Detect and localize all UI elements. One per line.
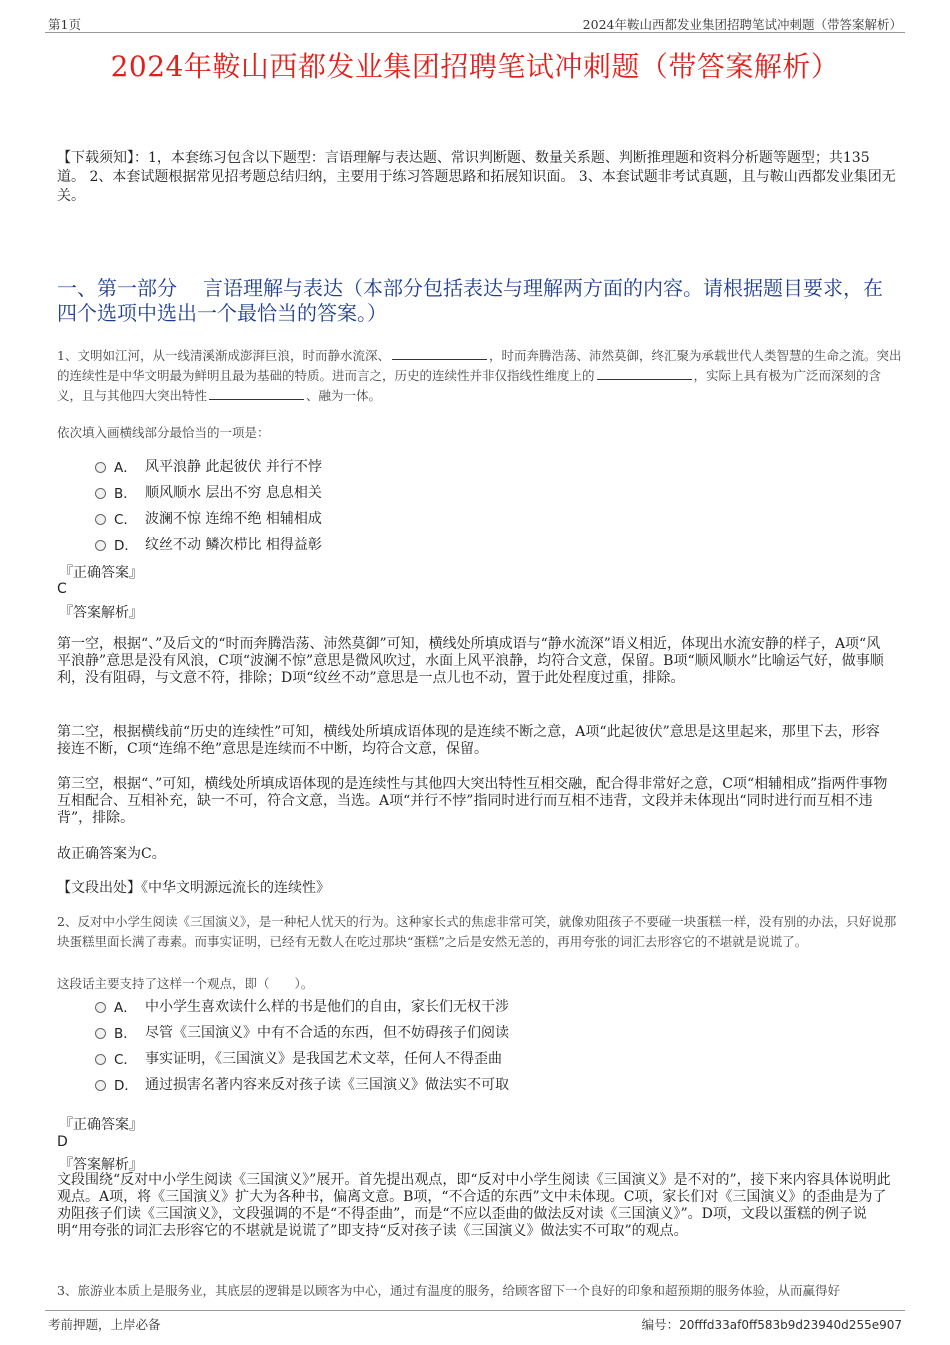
analysis-label: 『答案解析』 [59, 1157, 143, 1173]
analysis-conclusion: 故正确答案为C。 [57, 846, 166, 862]
section-title: 言语理解与表达（本部分包括表达与理解两方面的内容。请根据题目要求，在四个选项中选出一个最恰当的答案。） [57, 276, 883, 325]
radio-button[interactable] [95, 1080, 106, 1091]
fill-blank [597, 367, 692, 380]
analysis-paragraph: 第三空，根据“、”可知，横线处所填成语体现的是连续性与其他四大突出特性互相交融，配合得非常好之意，C项“相辅相成”指两件事物互相配合、互相补充，缺一不可，符合文意，当选。A项“并行不悖”指同时进行而互相不违背，文段并未体现出“同时进行而互相不违背”，排除。 [57, 776, 888, 826]
analysis-paragraph: 第二空，根据横线前“历史的连续性”可知，横线处所填成语体现的是连续不断之意，A项“此起彼伏”意思是这里起来，那里下去，形容接连不断，C项“连绵不绝”意思是连续而不中断，均符合文意，保留。 [57, 724, 880, 757]
download-notice: 【下载须知】：1，本套练习包含以下题型：言语理解与表达题、常识判断题、数量关系题、判断推理题和资料分析题等题型；共135道。 2、本套试题根据常见招考题总结归纳，主要用于练习答题思路和拓展知识面。 3、本套试题非考试真题，且与鞍山西都发业集团无关。 [57, 150, 896, 204]
section-part: 一、第一部分 [57, 276, 177, 300]
radio-button[interactable] [95, 462, 106, 473]
correct-answer: C [57, 581, 67, 597]
analysis-paragraph: 第一空，根据“、”及后文的“时而奔腾浩荡、沛然莫御”可知，横线处所填成语与“静水流深”语义相近，体现出水流安静的样子，A项“风平浪静”意思是没有风浪，C项“波澜不惊”意思是微风吹过，水面上风平浪静，均符合文意，保留。B项“顺风顺水”比喻运气好，做事顺利，没有阻碍，与文意不符，排除；D项“纹丝不动”意思是一点儿也不动，置于此处程度过重，排除。 [57, 636, 884, 686]
document-code: 编号：20fffd33af0ff583b9d23940d255e907 [641, 1317, 902, 1332]
correct-answer-label: 『正确答案』 [59, 565, 143, 581]
page-header [45, 12, 905, 33]
section-heading [57, 276, 897, 326]
question-2-stem: 2、反对中小学生阅读《三国演义》，是一种杞人忧天的行为。这种家长式的焦虑非常可笑，就像劝阻孩子不要碰一块蛋糕一样，没有别的办法，只好说那块蛋糕里面长满了毒素。而事实证明，已经有无数人在吃过那块“蛋糕”之后是安然无恙的，再用夸张的词汇去形容它的不堪就是说谎了。 [57, 914, 897, 949]
question-1-prompt: 依次填入画横线部分最恰当的一项是： [57, 425, 270, 440]
text-source: 【文段出处】《中华文明源远流长的连续性》 [57, 880, 330, 896]
radio-button[interactable] [95, 1028, 106, 1039]
fill-blank [392, 347, 487, 360]
radio-button[interactable] [95, 1054, 106, 1065]
page-number: 第1页 [48, 17, 81, 32]
radio-button[interactable] [95, 540, 106, 551]
document-title: 2024年鞍山西都发业集团招聘笔试冲刺题（带答案解析） [110, 50, 840, 83]
footer-slogan: 考前押题，上岸必备 [48, 1317, 161, 1332]
radio-button[interactable] [95, 488, 106, 499]
correct-answer: D [57, 1134, 68, 1150]
question-1-stem: 1、文明如江河，从一线清溪渐成澎湃巨浪，时而静水流深、 ，时而奔腾浩荡、沛然莫御，终汇聚为承载世代人类智慧的生命之流。突出的连续性是中华文明最为鲜明且最为基础的特质。进而言之，历史的连续性并非仅指线性维度上的 ，实际上具有极为广泛而深刻的含义，且与其他四大突出特性 、融为一体。 [57, 348, 902, 403]
radio-button[interactable] [95, 514, 106, 525]
analysis-paragraph: 文段围绕“反对中小学生阅读《三国演义》”展开。首先提出观点，即“反对中小学生阅读《三国演义》是不对的”，接下来内容具体说明此观点。A项，将《三国演义》扩大为各种书，偏离文意。B项，“不合适的东西”文中未体现。C项，家长们对《三国演义》的歪曲是为了劝阻孩子们读《三国演义》，文段强调的不是“不得歪曲”，而是“不应以歪曲的做法反对读《三国演义》”。D项，文段以蛋糕的例子说明“用夸张的词汇去形容它的不堪就是说谎了”即支持“反对孩子读《三国演义》做法实不可取”的观点。 [57, 1172, 891, 1239]
fill-blank [209, 387, 304, 400]
header-doc-title: 2024年鞍山西都发业集团招聘笔试冲刺题（带答案解析） [582, 17, 902, 32]
question-3-stem: 3、旅游业本质上是服务业，其底层的逻辑是以顾客为中心，通过有温度的服务，给顾客留下一个良好的印象和超预期的服务体验，从而赢得好 [57, 1283, 840, 1298]
correct-answer-label: 『正确答案』 [59, 1117, 143, 1133]
page-footer [45, 1310, 905, 1333]
analysis-label: 『答案解析』 [59, 605, 143, 621]
radio-button[interactable] [95, 1002, 106, 1013]
question-2-prompt: 这段话主要支持了这样一个观点，即（ ）。 [57, 976, 314, 991]
